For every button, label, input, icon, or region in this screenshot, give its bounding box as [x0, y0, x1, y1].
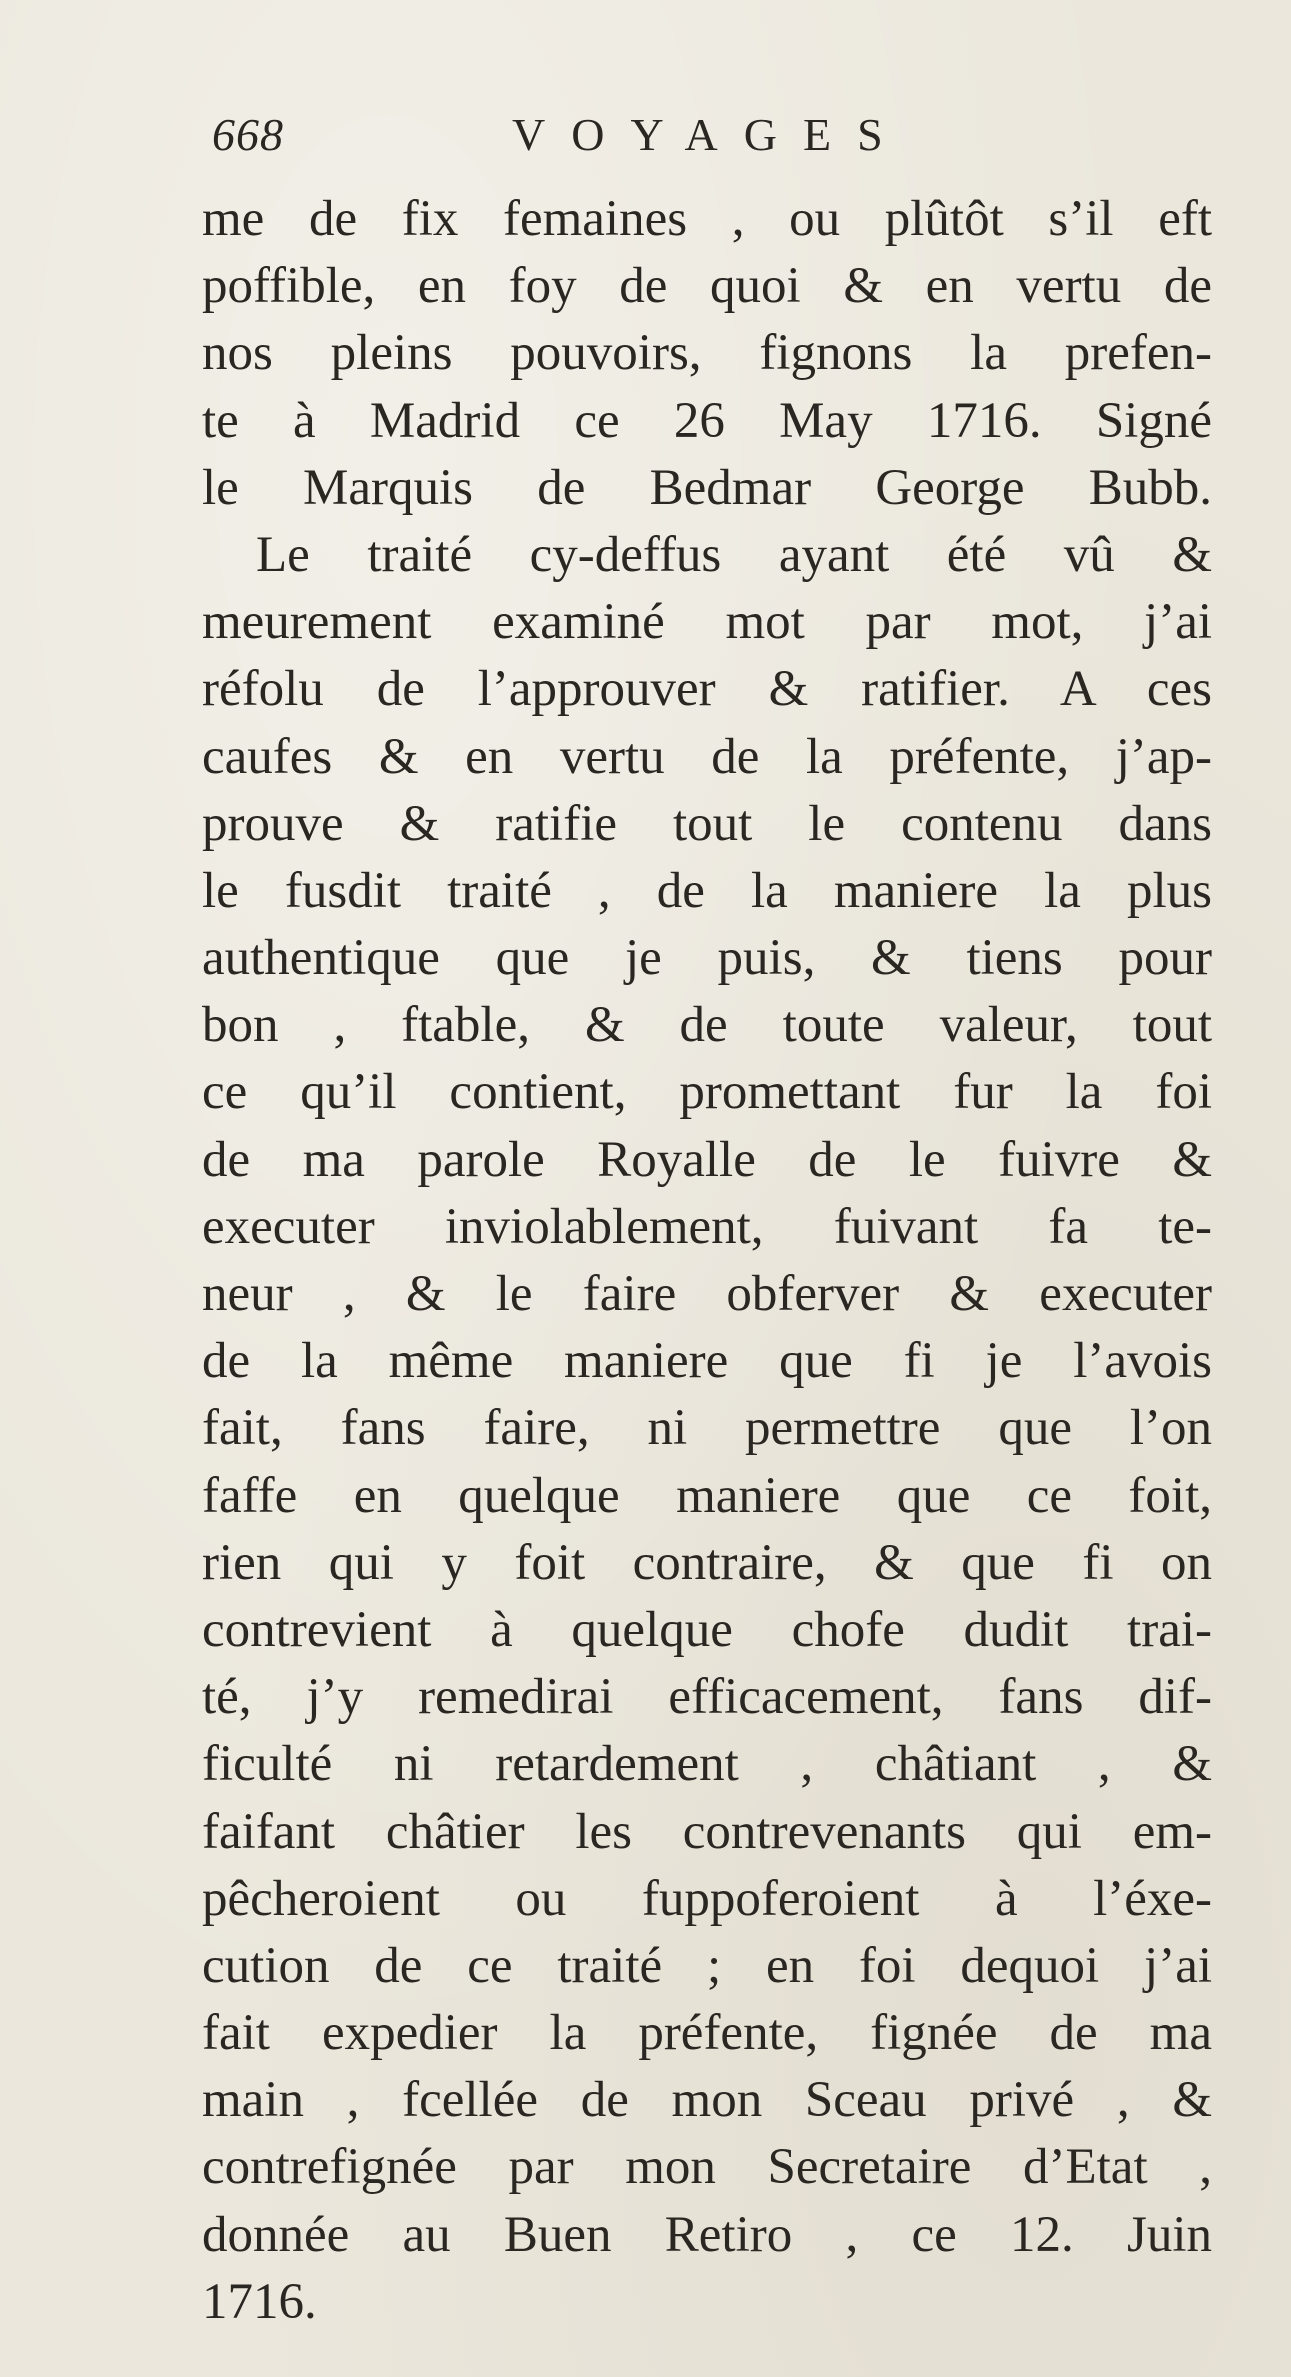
text-line: rien qui y foit contraire, & que fi on: [202, 1534, 1212, 1591]
body-text: [202, 186, 1212, 2336]
text-line: fait, fans faire, ni permettre que l’on: [202, 1400, 1212, 1457]
page-number: 668: [212, 109, 284, 160]
text-line: 1716.: [202, 2273, 317, 2330]
text-line: faifant châtier les contrevenants qui em-: [202, 1803, 1212, 1860]
text-line: té, j’y remedirai efficacement, fans dif-: [202, 1669, 1212, 1726]
text-line: me de fix femaines , ou plûtôt s’il eft: [202, 191, 1212, 247]
text-line: te à Madrid ce 26 May 1716. Signé: [202, 392, 1212, 449]
text-line: main , fcellée de mon Sceau privé , &: [202, 2072, 1212, 2129]
text-line: faffe en quelque maniere que ce foit,: [202, 1467, 1212, 1524]
running-title: VOYAGES: [512, 109, 909, 160]
text-line: donnée au Buen Retiro , ce 12. Juin: [202, 2206, 1212, 2263]
text-line: contrefignée par mon Secretaire d’Etat ,: [202, 2139, 1212, 2196]
text-line: poffible, en foy de quoi & en vertu de: [202, 258, 1212, 315]
text-line: bon , ftable, & de toute valeur, tout: [202, 997, 1212, 1054]
text-line: authentique que je puis, & tiens pour: [202, 930, 1212, 987]
text-line: cution de ce traité ; en foi dequoi j’ai: [202, 1937, 1212, 1994]
text-line: le Marquis de Bedmar George Bubb.: [202, 459, 1212, 516]
running-head: [212, 108, 1112, 188]
text-line: nos pleins pouvoirs, fignons la prefen-: [202, 325, 1212, 382]
text-line: le fusdit traité , de la maniere la plus: [202, 862, 1212, 919]
text-line: ce qu’il contient, promettant fur la foi: [202, 1064, 1212, 1121]
text-line: prouve & ratifie tout le contenu dans: [202, 795, 1212, 852]
text-line: fait expedier la préfente, fignée de ma: [202, 2005, 1212, 2062]
text-line: neur , & le faire obferver & executer: [202, 1266, 1212, 1322]
text-line: contrevient à quelque chofe dudit trai-: [202, 1601, 1212, 1658]
text-line: Le traité cy-deffus ayant été vû &: [256, 526, 1212, 583]
text-line: pêcheroient ou fuppoferoient à l’éxe-: [202, 1870, 1212, 1927]
text-line: caufes & en vertu de la préfente, j’ap-: [202, 728, 1212, 785]
text-line: réfolu de l’approuver & ratifier. A ces: [202, 661, 1212, 718]
text-line: de ma parole Royalle de le fuivre &: [202, 1131, 1212, 1188]
text-line: de la même maniere que fi je l’avois: [202, 1333, 1212, 1390]
text-line: ficulté ni retardement , châtiant , &: [202, 1736, 1212, 1793]
text-line: executer inviolablement, fuivant fa te-: [202, 1198, 1212, 1255]
text-line: meurement examiné mot par mot, j’ai: [202, 594, 1212, 651]
